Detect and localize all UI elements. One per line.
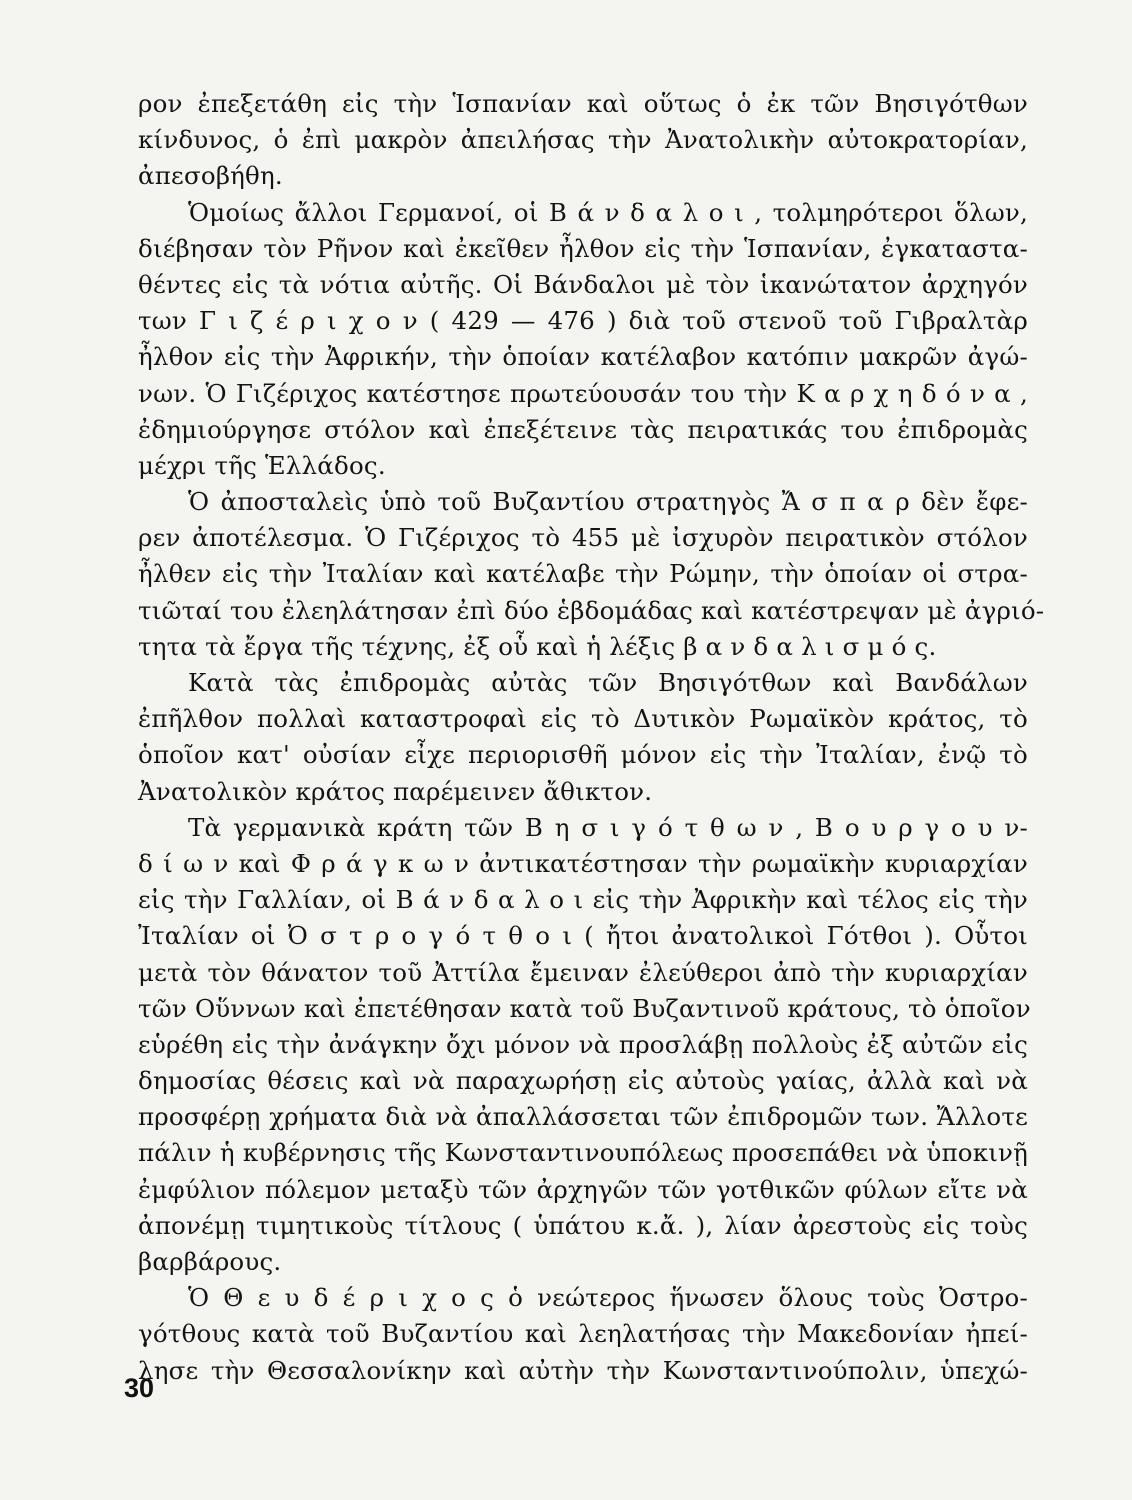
text-line: δημοσίας θέσεις καὶ νὰ παραχωρήσῃ εἰς αὐτοὺς γαίας, ἀλλὰ καὶ νὰ [138,1066,1028,1096]
body-text [138,86,1045,1389]
text-line: ἦλθεν εἰς τὴν Ἰταλίαν καὶ κατέλαβε τὴν Ρώμην, τὴν ὁποίαν οἱ στρα- [138,559,1028,589]
text-line: Ἰταλίαν οἱ Ὀ σ τ ρ ο γ ό τ θ ο ι ( ἤτοι ἀνατολικοὶ Γότθοι ). Οὗτοι [138,921,1028,951]
text-line: εὑρέθη εἰς τὴν ἀνάγκην ὄχι μόνον νὰ προσλάβῃ πολλοὺς ἐξ αὐτῶν εἰς [138,1029,1028,1059]
text-line: ρεν ἀποτέλεσμα. Ὁ Γιζέριχος τὸ 455 μὲ ἰσχυρὸν πειρατικὸν στόλον [138,523,1028,553]
text-line: κίνδυνος, ὁ ἐπὶ μακρὸν ἀπειλήσας τὴν Ἀνατολικὴν αὐτοκρατορίαν, [138,125,1028,155]
text-line: ἀπεσοβήθη. [138,161,283,191]
text-line: Ὁμοίως ἄλλοι Γερμανοί, οἱ Β ά ν δ α λ ο ι , τολμηρότεροι ὅλων, [188,197,1028,227]
text-line: ἀπονέμῃ τιμητικοὺς τίτλους ( ὑπάτου κ.ἄ. ), λίαν ἀρεστοὺς εἰς τοὺς [138,1210,1028,1240]
text-line: μέχρι τῆς Ἑλλάδος. [138,450,386,480]
text-line: νων. Ὁ Γιζέριχος κατέστησε πρωτεύουσάν του τὴν Κ α ρ χ η δ ό ν α , [138,378,1028,408]
text-line: ρον ἐπεξετάθη εἰς τὴν Ἱσπανίαν καὶ οὕτως ὁ ἐκ τῶν Βησιγότθων [138,89,1028,118]
text-line: εἰς τὴν Γαλλίαν, οἱ Β ά ν δ α λ ο ι εἰς τὴν Ἀφρικὴν καὶ τέλος εἰς τὴν [138,885,1028,915]
text-line: τῶν Οὕννων καὶ ἐπετέθησαν κατὰ τοῦ Βυζαντινοῦ κράτους, τὸ ὁποῖον [138,993,1031,1023]
text-line: τητα τὰ ἔργα τῆς τέχνης, ἐξ οὗ καὶ ἡ λέξις β α ν δ α λ ι σ μ ό ς. [138,631,937,661]
text-line: ἐδημιούργησε στόλον καὶ ἐπεξέτεινε τὰς πειρατικάς του ἐπιδρομὰς [138,414,1028,444]
text-line: των Γ ι ζ έ ρ ι χ ο ν ( 429 — 476 ) διὰ τοῦ στενοῦ τοῦ Γιβραλτὰρ [138,306,1028,336]
text-line: ἦλθον εἰς τὴν Ἀφρικήν, τὴν ὁποίαν κατέλαβον κατόπιν μακρῶν ἀγώ- [138,342,1028,372]
text-line: ἐμφύλιον πόλεμον μεταξὺ τῶν ἀρχηγῶν τῶν γοτθικῶν φύλων εἴτε νὰ [138,1174,1028,1204]
text-line: Ὁ Θ ε υ δ έ ρ ι χ ο ς ὁ νεώτερος ἥνωσεν ὅλους τοὺς Ὀστρο- [188,1283,1028,1313]
page-number: 30 [124,1373,155,1403]
text-line: ἐπῆλθον πολλαὶ καταστροφαὶ εἰς τὸ Δυτικὸν Ρωμαϊκὸν κράτος, τὸ [138,704,1028,734]
text-line: Κατὰ τὰς ἐπιδρομὰς αὐτὰς τῶν Βησιγότθων καὶ Βανδάλων [188,668,1028,697]
text-line: θέντες εἰς τὰ νότια αὐτῆς. Οἱ Βάνδαλοι μὲ τὸν ἱκανώτατον ἀρχηγόν [138,269,1028,299]
text-line: λησε τὴν Θεσσαλονίκην καὶ αὐτὴν τὴν Κωνσταντινούπολιν, ὑπεχώ- [138,1355,1028,1385]
text-line: Ἀνατολικὸν κράτος παρέμεινεν ἄθικτον. [138,776,653,806]
text-line: ὁποῖον κατ' οὐσίαν εἶχε περιορισθῆ μόνον εἰς τὴν Ἰταλίαν, ἐνῷ τὸ [138,740,1028,770]
text-line: πάλιν ἡ κυβέρνησις τῆς Κωνσταντινουπόλεως προσεπάθει νὰ ὑποκινῇ [138,1138,1028,1168]
text-line: δ ί ω ν καὶ Φ ρ ά γ κ ω ν ἀντικατέστησαν τὴν ρωμαϊκὴν κυριαρχίαν [138,848,1028,878]
text-line: προσφέρῃ χρήματα διὰ νὰ ἀπαλλάσσεται τῶν ἐπιδρομῶν των. Ἄλλοτε [138,1102,1028,1132]
text-line: μετὰ τὸν θάνατον τοῦ Ἀττίλα ἔμειναν ἐλεύθεροι ἀπὸ τὴν κυριαρχίαν [138,957,1028,987]
text-line: τιῶταί του ἐλεηλάτησαν ἐπὶ δύο ἑβδομάδας καὶ κατέστρεψαν μὲ ἀγριό- [138,595,1045,625]
text-line: Ὁ ἀποσταλεὶς ὑπὸ τοῦ Βυζαντίου στρατηγὸς Ἄ σ π α ρ δὲν ἔφε- [188,487,1028,517]
text-line: διέβησαν τὸν Ρῆνον καὶ ἐκεῖθεν ἦλθον εἰς τὴν Ἱσπανίαν, ἐγκαταστα- [138,233,1028,263]
text-line: Τὰ γερμανικὰ κράτη τῶν Β η σ ι γ ό τ θ ω ν , Β ο υ ρ γ ο υ ν- [188,812,1028,842]
text-line: βαρβάρους. [138,1247,282,1276]
text-line: γότθους κατὰ τοῦ Βυζαντίου καὶ λεηλατήσας τὴν Μακεδονίαν ἠπεί- [138,1319,1028,1349]
